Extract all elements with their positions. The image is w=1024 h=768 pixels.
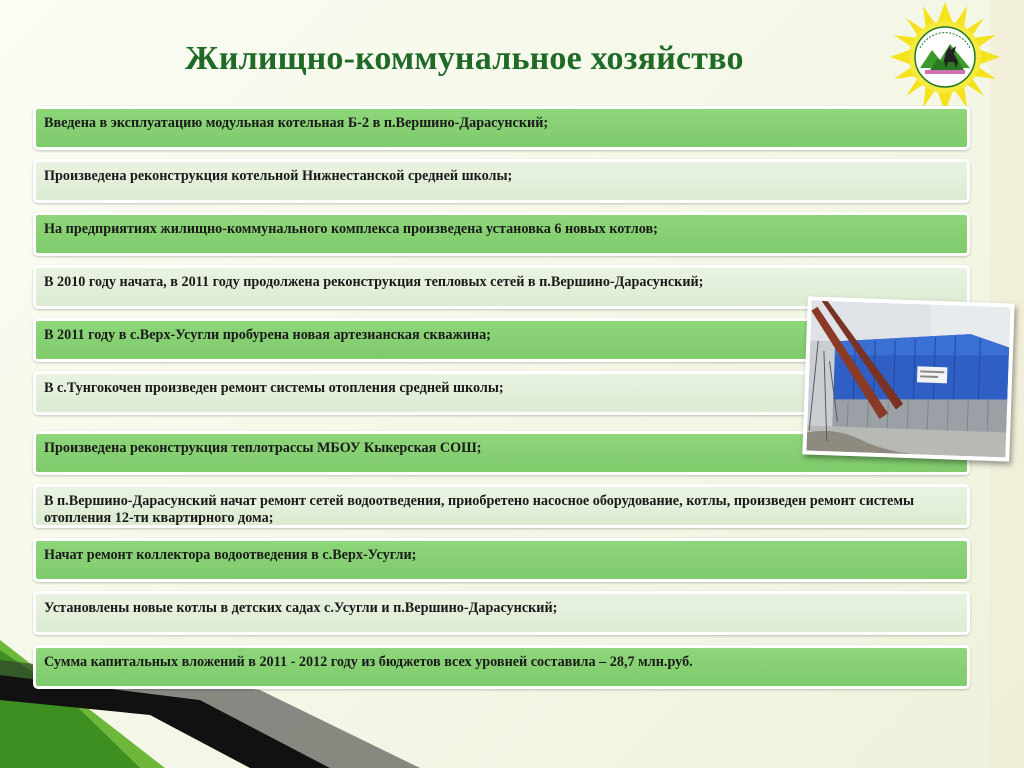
list-item: Произведена реконструкция теплотрассы МБОУ Кыкерская СОШ; [33, 431, 970, 475]
list-item: В 2011 году в с.Верх-Усугли пробурена новая артезианская скважина; [33, 318, 970, 362]
list-item: Начат ремонт коллектора водоотведения в с.Верх-Усугли; [33, 538, 970, 582]
page-title: Жилищно-коммунальное хозяйство [185, 40, 744, 77]
list-item: Введена в эксплуатацию модульная котельная Б-2 в п.Вершино-Дарасунский; [33, 106, 970, 150]
list-item: В с.Тунгокочен произведен ремонт системы отопления средней школы; [33, 371, 970, 415]
boiler-house-photo [802, 296, 1014, 461]
list-item: Установлены новые котлы в детских садах с.Усугли и п.Вершино-Дарасунский; [33, 591, 970, 635]
list-item: Сумма капитальных вложений в 2011 - 2012 году из бюджетов всех уровней составила – 28,7 млн.руб. [33, 645, 970, 689]
list-item: На предприятиях жилищно-коммунального комплекса произведена установка 6 новых котлов; [33, 212, 970, 256]
building-image [806, 301, 1010, 458]
list-item: Произведена реконструкция котельной Нижнестанской средней школы; [33, 159, 970, 203]
list-item: В 2010 году начата, в 2011 году продолжена реконструкция тепловых сетей в п.Вершино-Дарасунский; [33, 265, 970, 309]
list-item: В п.Вершино-Дарасунский начат ремонт сетей водоотведения, приобретено насосное оборудование, котлы, произведен ремонт системы отопления 12-ти квартирного дома; [33, 484, 970, 528]
district-logo-icon [890, 2, 1000, 112]
